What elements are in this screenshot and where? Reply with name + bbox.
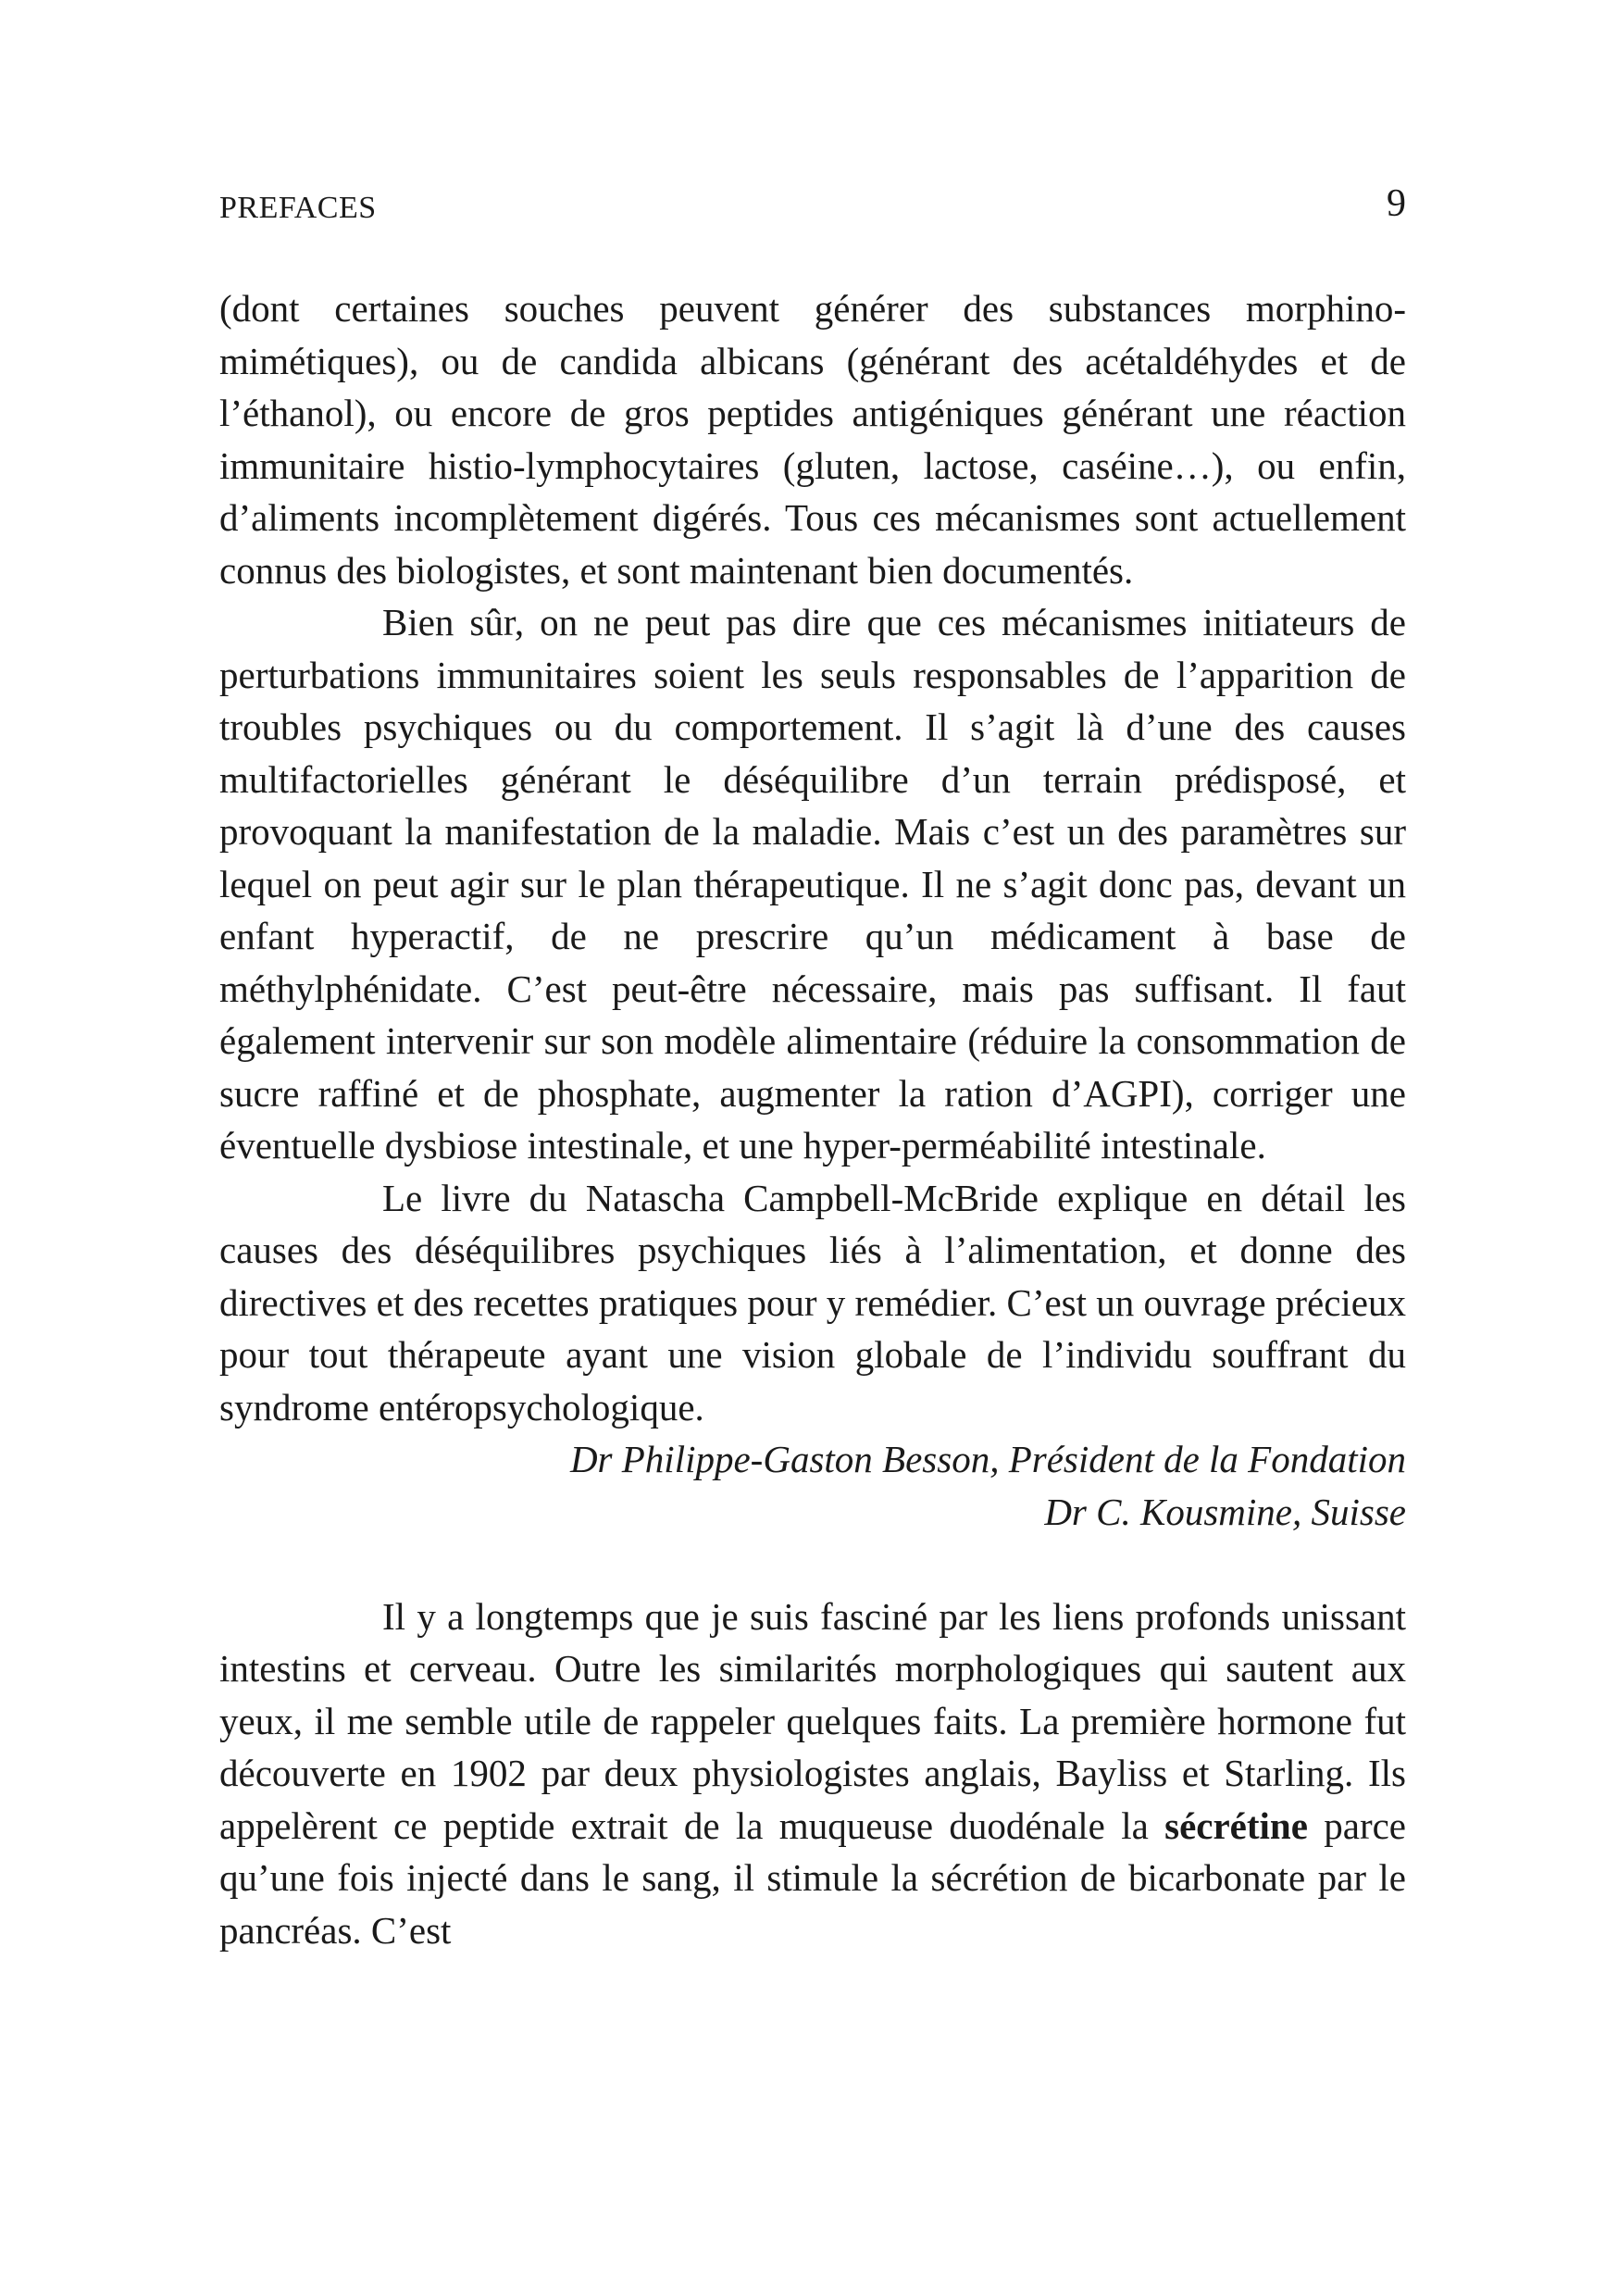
- running-header: [219, 181, 1406, 237]
- paragraph-continued: (dont certaines souches peuvent générer des substances morphinomimétiques), ou de candida albicans (générant des acétaldéhydes et de l’éthanol), ou encore de gros peptides antigéniques générant une réaction immunitaire histio-lymphocytaires (gluten, lactose, caséine…), ou enfin, d’aliments incomplètement digérés. Tous ces mécanismes sont actuellement connus des biologistes, et sont maintenant bien documentés.: [219, 287, 1406, 592]
- signature-line-1: Dr Philippe-Gaston Besson, Président de la Fondation: [569, 1438, 1406, 1480]
- paragraph-gut-brain-text-end: parce qu’une fois injecté dans le sang, il stimule la sécrétion de bicarbonate par le pancréas. C’est: [219, 1803, 1407, 1952]
- running-title: PREFACES: [219, 191, 377, 225]
- bold-term-secretine: sécrétine: [1164, 1803, 1308, 1847]
- body-text: [219, 282, 1406, 1956]
- section-spacer: [219, 1538, 1406, 1591]
- page-number: 9: [1387, 182, 1406, 225]
- paragraph-book-summary: Le livre du Natascha Campbell-McBride explique en détail les causes des déséquilibres psychiques liés à l’alimentation, et donne des directives et des recettes pratiques pour y remédier. C’est un ouvrage précieux pour tout thérapeute ayant une vision globale de l’individu souffrant du syndrome entéropsychologique.: [219, 1176, 1406, 1429]
- paragraph-gut-brain-text-start: Il y a longtemps que je suis fasciné par les liens profonds unissant intestins et cerveau. Outre les similarités morphologiques qui sautent aux yeux, il me semble utile de rappeler quelques faits. La première hormone fut découverte en 1902 par deux physiologistes anglais, Bayliss et Starling. Ils appelèrent ce peptide extrait de la muqueuse duodénale la: [219, 1594, 1406, 1847]
- paragraph-gut-brain: [219, 1591, 1406, 1957]
- signature-line-2: Dr C. Kousmine, Suisse: [1044, 1490, 1406, 1533]
- paragraph-perturbations: Bien sûr, on ne peut pas dire que ces mécanismes initiateurs de perturbations immunitaires soient les seuls responsables de l’apparition de troubles psychiques ou du comportement. Il s’agit là d’une des causes multifactorielles générant le déséquilibre d’un terrain prédisposé, et provoquant la manifestation de la maladie. Mais c’est un des paramètres sur lequel on peut agir sur le plan thérapeutique. Il ne s’agit donc pas, devant un enfant hyperactif, de ne prescrire qu’un médicament à base de méthylphénidate. C’est peut-être nécessaire, mais pas suffisant. Il faut également intervenir sur son modèle alimentaire (réduire la consommation de sucre raffiné et de phosphate, augmenter la ration d’AGPI), corriger une éventuelle dysbiose intestinale, et une hyper-perméabilité intestinale.: [219, 601, 1406, 1167]
